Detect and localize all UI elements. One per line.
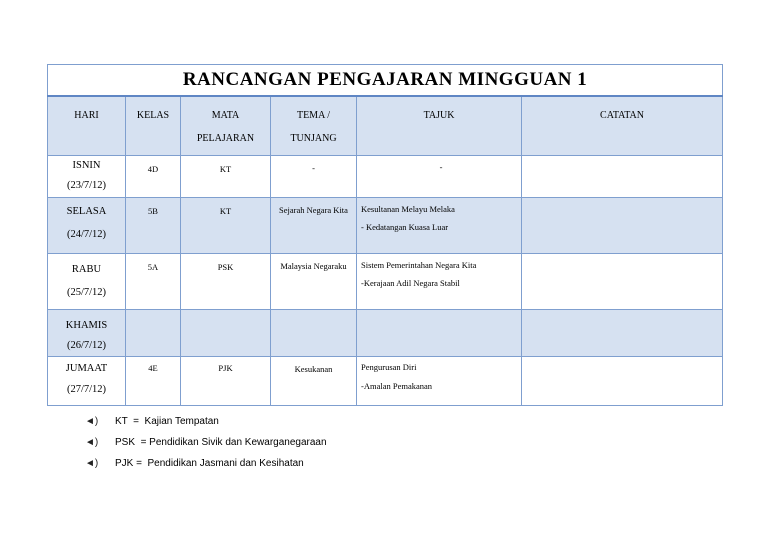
day-cell: RABU (25/7/12) bbox=[48, 254, 126, 310]
mata-cell: PJK bbox=[181, 357, 271, 406]
legend-item: ◄) PSK = Pendidikan Sivik dan Kewarganegaraan bbox=[85, 437, 327, 448]
plan-title: RANCANGAN PENGAJARAN MINGGUAN 1 bbox=[48, 65, 723, 97]
tajuk-cell: - bbox=[357, 156, 522, 198]
table-row bbox=[48, 254, 723, 310]
mata-cell: KT bbox=[181, 198, 271, 254]
tajuk-cell: Sistem Pemerintahan Negara Kita -Kerajaan Adil Negara Stabil bbox=[357, 254, 522, 310]
tema-cell bbox=[271, 310, 357, 357]
tema-cell: - bbox=[271, 156, 357, 198]
tajuk-cell bbox=[357, 310, 522, 357]
day-cell: SELASA (24/7/12) bbox=[48, 198, 126, 254]
tajuk-cell: Kesultanan Melayu Melaka - Kedatangan Kuasa Luar bbox=[357, 198, 522, 254]
kelas-cell bbox=[126, 310, 181, 357]
mata-cell: PSK bbox=[181, 254, 271, 310]
catatan-cell bbox=[522, 357, 723, 406]
abbreviation-legend bbox=[85, 411, 327, 474]
catatan-cell bbox=[522, 254, 723, 310]
mata-cell bbox=[181, 310, 271, 357]
tema-cell: Malaysia Negaraku bbox=[271, 254, 357, 310]
header-tema: TEMA / TUNJANG bbox=[271, 96, 357, 156]
lesson-plan-sheet bbox=[47, 64, 722, 406]
header-row bbox=[48, 96, 723, 156]
tema-cell: Sejarah Negara Kita bbox=[271, 198, 357, 254]
table-row bbox=[48, 357, 723, 406]
day-cell: JUMAAT (27/7/12) bbox=[48, 357, 126, 406]
kelas-cell: 5A bbox=[126, 254, 181, 310]
tema-cell: Kesukanan bbox=[271, 357, 357, 406]
catatan-cell bbox=[522, 198, 723, 254]
legend-item: ◄) PJK = Pendidikan Jasmani dan Kesihatan bbox=[85, 458, 304, 469]
table-row bbox=[48, 310, 723, 357]
weekly-plan-table bbox=[47, 64, 723, 406]
header-kelas: KELAS bbox=[126, 96, 181, 156]
kelas-cell: 4E bbox=[126, 357, 181, 406]
tajuk-cell: Pengurusan Diri -Amalan Pemakanan bbox=[357, 357, 522, 406]
table-row bbox=[48, 156, 723, 198]
catatan-cell bbox=[522, 310, 723, 357]
header-catatan: CATATAN bbox=[522, 96, 723, 156]
header-tajuk: TAJUK bbox=[357, 96, 522, 156]
megaphone-icon: ◄) bbox=[85, 437, 99, 448]
day-cell: KHAMIS (26/7/12) bbox=[48, 310, 126, 357]
header-mata-pelajaran: MATA PELAJARAN bbox=[181, 96, 271, 156]
megaphone-icon: ◄) bbox=[85, 458, 99, 469]
header-hari: HARI bbox=[48, 96, 126, 156]
table-row bbox=[48, 198, 723, 254]
megaphone-icon: ◄) bbox=[85, 416, 99, 427]
catatan-cell bbox=[522, 156, 723, 198]
kelas-cell: 5B bbox=[126, 198, 181, 254]
day-cell: ISNIN (23/7/12) bbox=[48, 156, 126, 198]
kelas-cell: 4D bbox=[126, 156, 181, 198]
mata-cell: KT bbox=[181, 156, 271, 198]
legend-item: ◄) KT = Kajian Tempatan bbox=[85, 416, 219, 427]
